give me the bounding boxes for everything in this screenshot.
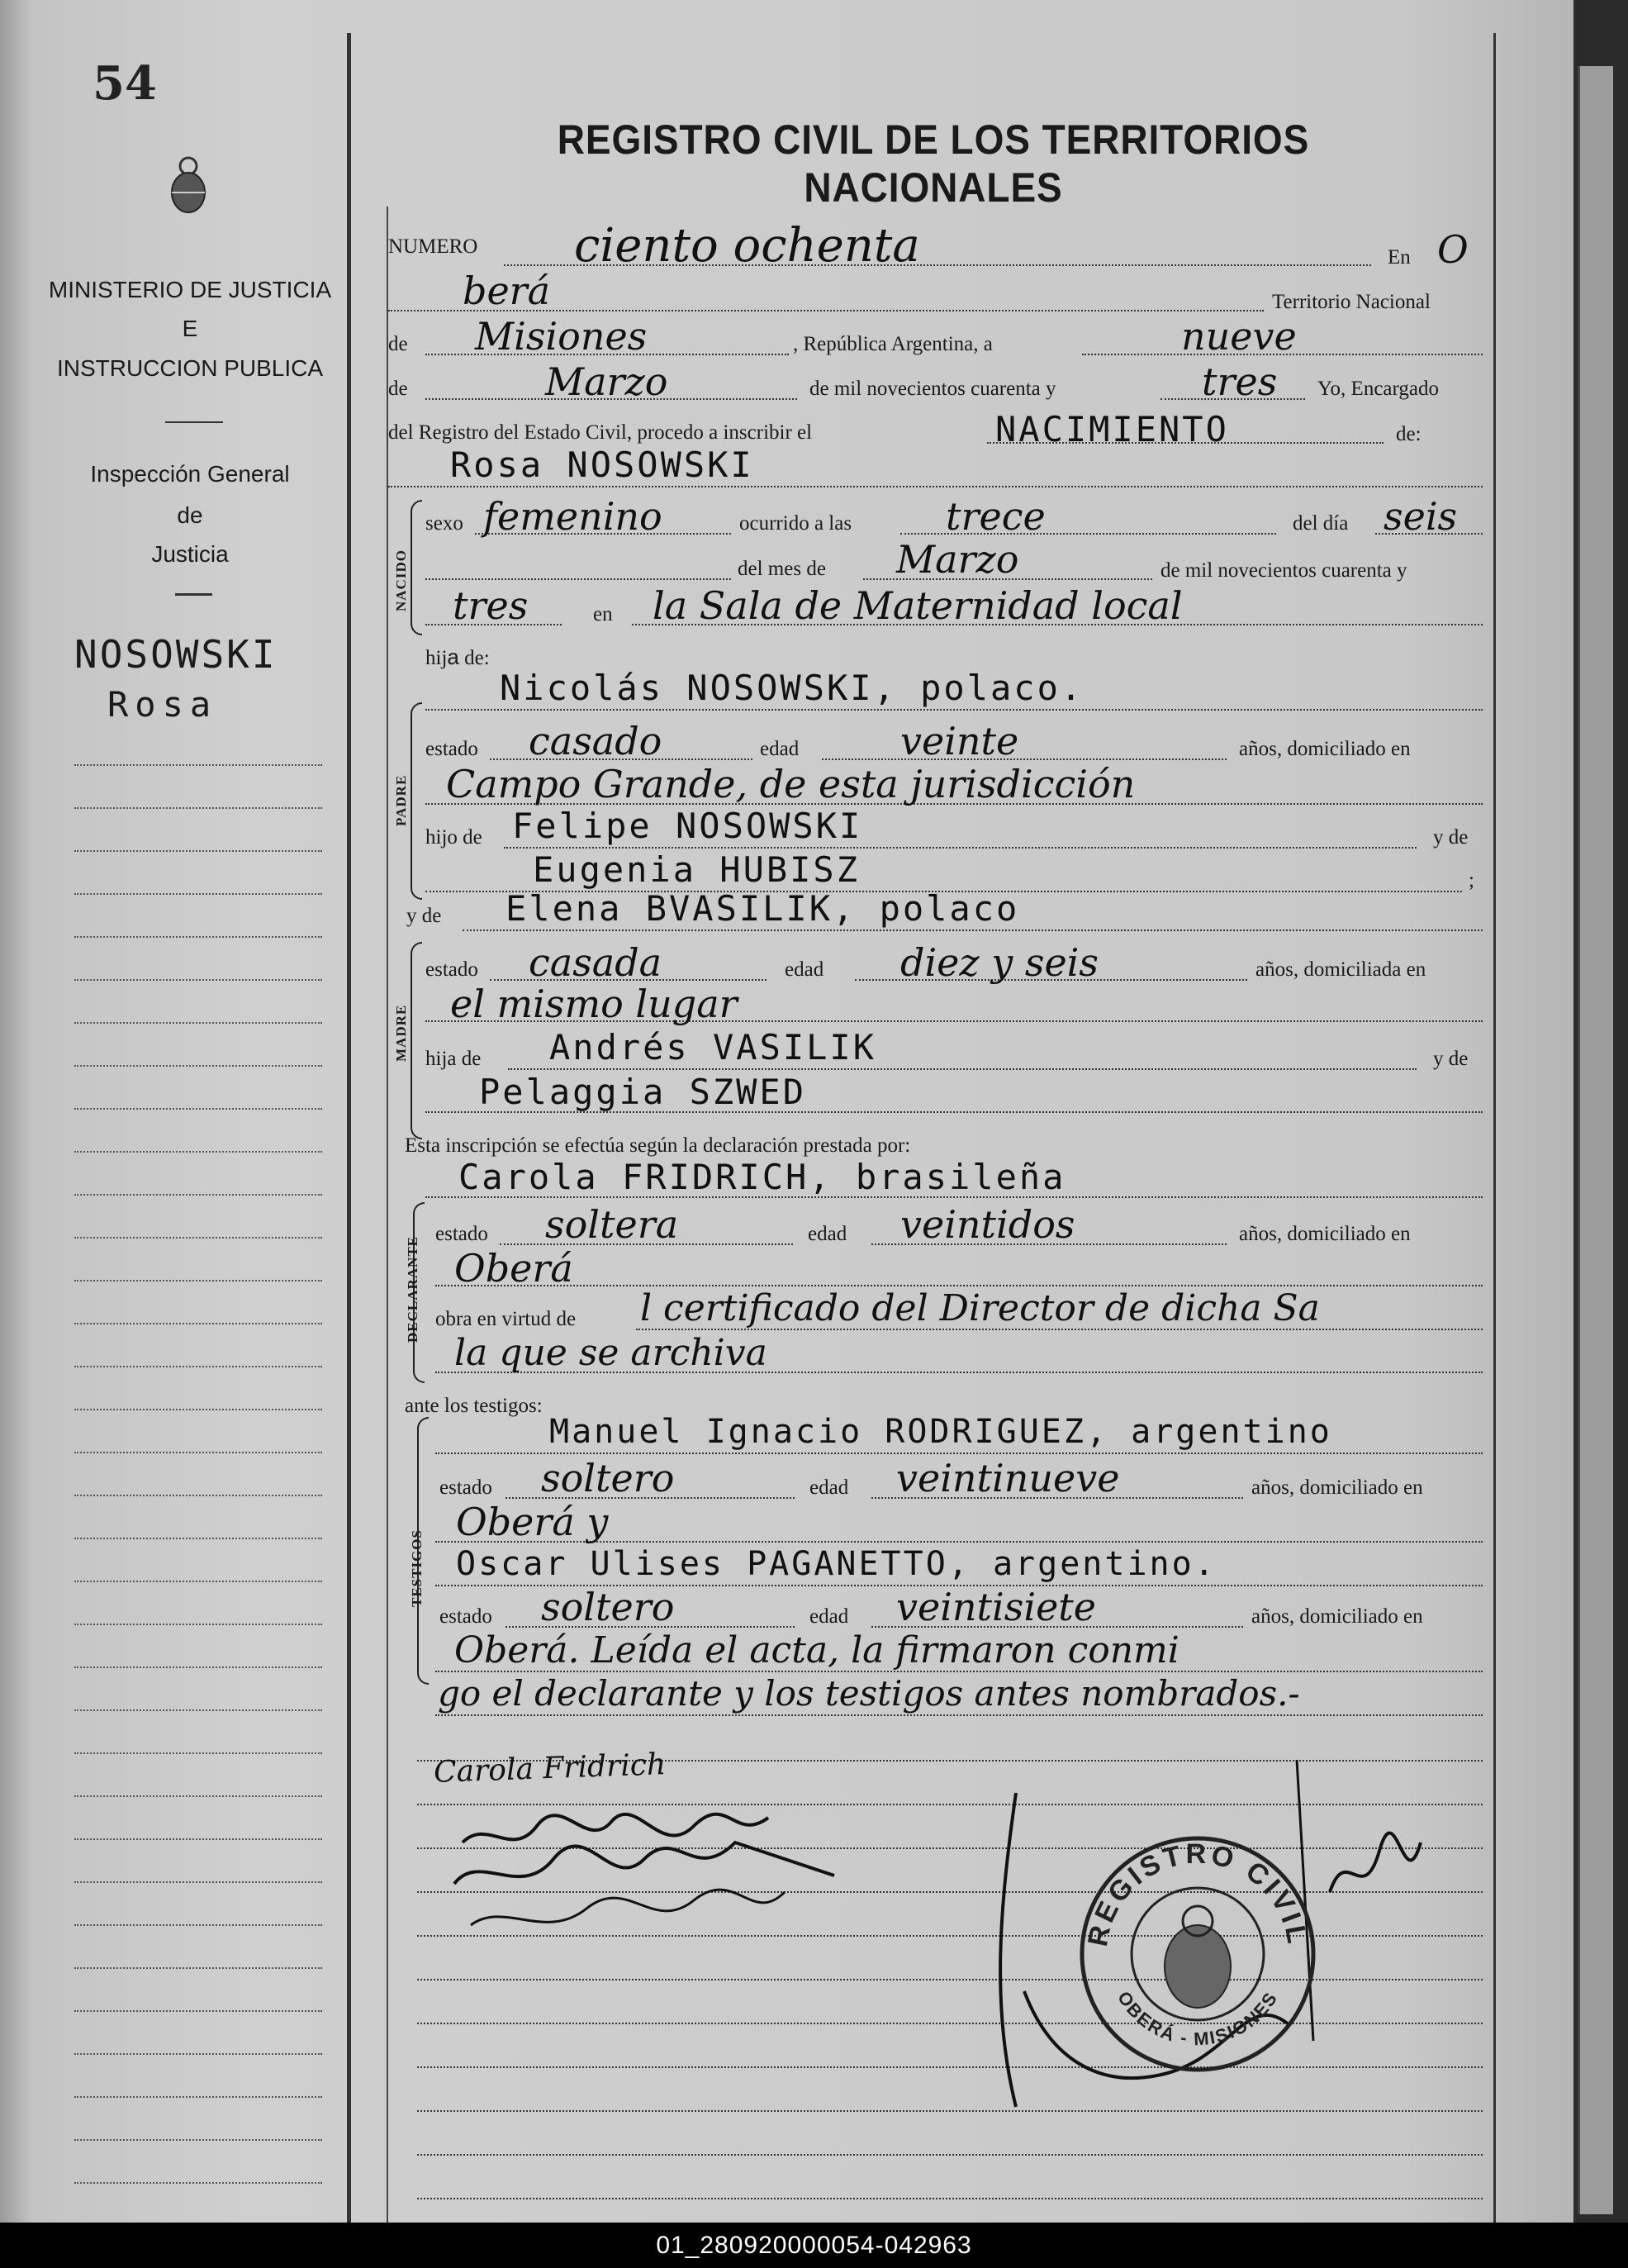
margin-ruled-line [74,1108,322,1110]
lugar-value: berá [463,269,551,313]
fill-line [508,1068,1417,1070]
anos-dom-label: años, domiciliado en [1239,1223,1411,1245]
anos-dom-label: años, domiciliado en [1251,1605,1423,1628]
margin-given-name: Rosa [107,684,218,725]
testigo2-nombre-value: Oscar Ulises PAGANETTO, argentino. [456,1545,1217,1583]
fill-line [388,486,1483,487]
margin-ruled-line [74,2053,322,2055]
hijo-letter: a [447,644,459,669]
declarante-nombre-value: Carola FRIDRICH, brasileña [458,1157,1066,1197]
page-number: 54 [93,56,157,111]
margin-ruled-line [74,979,322,981]
dia-nac-value: seis [1384,494,1458,539]
margin-ruled-line [74,1838,322,1840]
de-mil-label: de mil novecientos cuarenta y [809,378,1056,400]
anio-value: tres [1202,359,1278,404]
nombre-value: Rosa NOSOWSKI [450,445,754,485]
y-de-label: y de [1433,826,1469,849]
cierre-value-1: Oberá. Leída el acta, la firmaron conmi [454,1629,1179,1671]
ministry-line-1: MINISTERIO DE JUSTICIA [48,277,332,302]
margin-ruled-line [74,850,322,852]
mes-value: Marzo [545,359,668,404]
fill-line [822,758,1227,760]
declarante-edad-value: veintidos [900,1202,1075,1247]
hijo-suffix: de: [458,647,490,669]
padre-edad-value: veinte [900,719,1019,763]
anos-dom-label: años, domiciliado en [1239,738,1411,760]
territorio-value: Misiones [475,314,648,359]
estado-label: estado [439,1476,492,1499]
margin-ruled-line [74,1752,322,1754]
de-label: de [388,333,408,355]
margin-ruled-line [74,1194,322,1196]
dia-value: nueve [1181,314,1297,359]
margin-ruled-line [74,807,322,809]
del-registro-label: del Registro del Estado Civil, procedo a inscribir el [388,421,813,444]
estado-label: estado [435,1223,488,1245]
anio-nac-value: tres [453,583,529,628]
margin-ruled-line [74,2139,322,2141]
inner-rule [387,207,388,2223]
margin-ruled-line [74,1709,322,1711]
hija-de-label: hija de [425,1048,482,1070]
fill-line [435,1714,1483,1716]
margin-ruled-line [74,1280,322,1281]
nacido-section-label: NACIDO [393,549,409,611]
sexo-value: femenino [483,494,662,539]
republica-label: , República Argentina, a [793,333,993,355]
ante-testigos-label: ante los testigos: [405,1395,543,1417]
edad-label: edad [785,958,824,981]
testigo1-edad-value: veintinueve [896,1456,1120,1500]
inspection-line-2: de [177,502,203,528]
signature-declarante: Carola Fridrich [433,1747,667,1790]
en-label-2: en [593,603,613,625]
esta-inscripcion-label: Esta inscripción se efectúa según la declaración prestada por: [405,1134,911,1157]
margin-ruled-line [74,1366,322,1367]
stamp-bottom-text: OBERÁ - MISIONES [1113,1987,1282,2050]
fill-line [435,1285,1483,1286]
margin-ruled-line [74,2182,322,2184]
estado-label: estado [425,738,478,760]
madre-estado-value: casada [529,940,662,985]
margin-ruled-line [74,1022,322,1024]
margin-ruled-line [74,1495,322,1496]
fill-line [425,709,1483,711]
del-mes-label: del mes de [738,558,826,580]
anos-doma-label: años, domiciliada en [1255,958,1426,981]
edad-label: edad [808,1223,847,1245]
registry-stamp [1074,1830,1322,2078]
fill-line [463,930,1483,931]
margin-ruled-line [74,1538,322,1539]
en-label: En [1388,246,1411,269]
y-de-label: y de [1433,1048,1469,1070]
madre-section-label: MADRE [393,1004,409,1062]
testigos-section-label: TESTIGOS [409,1529,425,1607]
hijo-prefix: hij [425,647,448,669]
declarante-section-label: DECLARANTE [405,1235,420,1343]
hijo-de-label: hijo de [425,826,482,849]
testigo1-domicilio-value: Oberá y [456,1500,609,1544]
estado-label: estado [425,958,478,981]
territorio-label: Territorio Nacional [1272,291,1431,313]
edad-label: edad [809,1605,849,1628]
inspection-line-3: Justicia [151,541,229,567]
testigo2-estado-value: soltero [541,1585,675,1629]
numero-value: ciento ochenta [574,219,920,273]
ministry-line-2: E [182,316,198,341]
sexo-label: sexo [425,512,463,535]
cierre-value-2: go el declarante y los testigos antes nombrados.- [438,1673,1300,1714]
fill-line [435,1453,1483,1454]
padre-domicilio-value: Campo Grande, de esta jurisdicción [446,762,1136,806]
margin-ruled-line [74,936,322,938]
margin-ruled-line [74,1924,322,1926]
divider [175,593,212,596]
de-colon-label: de: [1396,423,1422,445]
madre-domicilio-value: el mismo lugar [450,982,738,1026]
testigo2-edad-value: veintisiete [896,1585,1096,1629]
margin-ruled-line [74,1967,322,1969]
margin-ruled-line [74,764,322,766]
y-de-start-label: y de [406,905,442,927]
ocurrido-label: ocurrido a las [739,512,852,535]
fill-line [425,578,731,580]
image-id-footer: 01_280920000054-042963 [0,2223,1628,2268]
hijo-label [425,644,490,670]
madre-padre-value: Andrés VASILIK [549,1027,877,1067]
signature-ruled-line [417,2198,1483,2199]
margin-surname: NOSOWSKI [74,632,278,677]
acto-value: NACIMIENTO [995,409,1229,449]
en-value: O [1437,227,1469,272]
del-dia-label: del día [1293,512,1349,535]
padre-bracket [411,702,422,900]
margin-ruled-line [74,1409,322,1410]
margin-ruled-line [74,1795,322,1797]
obra-value-2: la que se archiva [454,1332,767,1374]
stamp-top-text: REGISTRO CIVIL [1081,1838,1313,1949]
madre-nombre-value: Elena BVASILIK, polaco [505,888,1020,929]
anos-dom-label: años, domiciliado en [1251,1476,1423,1499]
padre-section-label: PADRE [393,774,409,826]
declarante-estado-value: soltera [545,1202,679,1247]
margin-ruled-line [74,1881,322,1883]
edad-label: edad [809,1476,849,1499]
numero-label: NUMERO [388,235,478,258]
madre-bracket [411,942,422,1139]
ministry-line-3: INSTRUCCION PUBLICA [56,355,324,381]
page-title: REGISTRO CIVIL DE LOS TERRITORIOS NACIONALES [557,116,1310,211]
margin-ruled-line [74,1065,322,1067]
margin-ruled-line [74,1624,322,1625]
padre-nombre-value: Nicolás NOSOWSKI, polaco. [500,668,1085,708]
lugar-nac-value: la Sala de Maternidad local [653,583,1183,628]
signature-ruled-line [417,2154,1483,2156]
hora-value: trece [946,494,1046,539]
padre-padre-value: Felipe NOSOWSKI [512,806,863,846]
coat-of-arms-icon [165,153,211,219]
padre-madre-value: Eugenia HUBISZ [533,849,861,890]
margin-rule [347,33,351,2223]
margin-ruled-line [74,1452,322,1453]
margin-ruled-line [74,1581,322,1582]
margin-ruled-line [74,1151,322,1153]
inspection-line-1: Inspección General [90,461,290,487]
mes-nac-value: Marzo [896,537,1019,582]
edad-label: edad [760,738,800,760]
padre-estado-value: casado [529,719,662,763]
margin-ruled-line [74,1237,322,1239]
de-label: de [388,378,408,400]
margin-ruled-line [74,893,322,895]
estado-label: estado [439,1605,492,1628]
obra-label: obra en virtud de [435,1308,577,1330]
margin-ruled-line [74,1667,322,1668]
fill-line [504,847,1417,849]
margin-ruled-line [74,2010,322,2012]
de-mil-y-label: de mil novecientos cuarenta y [1160,559,1407,582]
nacido-bracket [411,500,422,635]
semicolon: ; [1469,869,1474,892]
margin-ruled-line [74,2096,322,2098]
yo-label: Yo, Encargado [1317,378,1439,400]
signatures-scribble [421,1743,1495,2140]
divider [165,421,223,423]
obra-value-1: l certificado del Director de dicha Sa [640,1287,1320,1329]
madre-madre-value: Pelaggia SZWED [479,1072,807,1112]
madre-edad-value: diez y seis [900,940,1099,985]
margin-ruled-line [74,1323,322,1324]
declarante-domicilio-value: Oberá [454,1246,573,1291]
testigo1-nombre-value: Manuel Ignacio RODRIGUEZ, argentino [549,1413,1332,1451]
testigo1-estado-value: soltero [541,1456,675,1500]
adjacent-page-edge [1578,66,1613,2214]
